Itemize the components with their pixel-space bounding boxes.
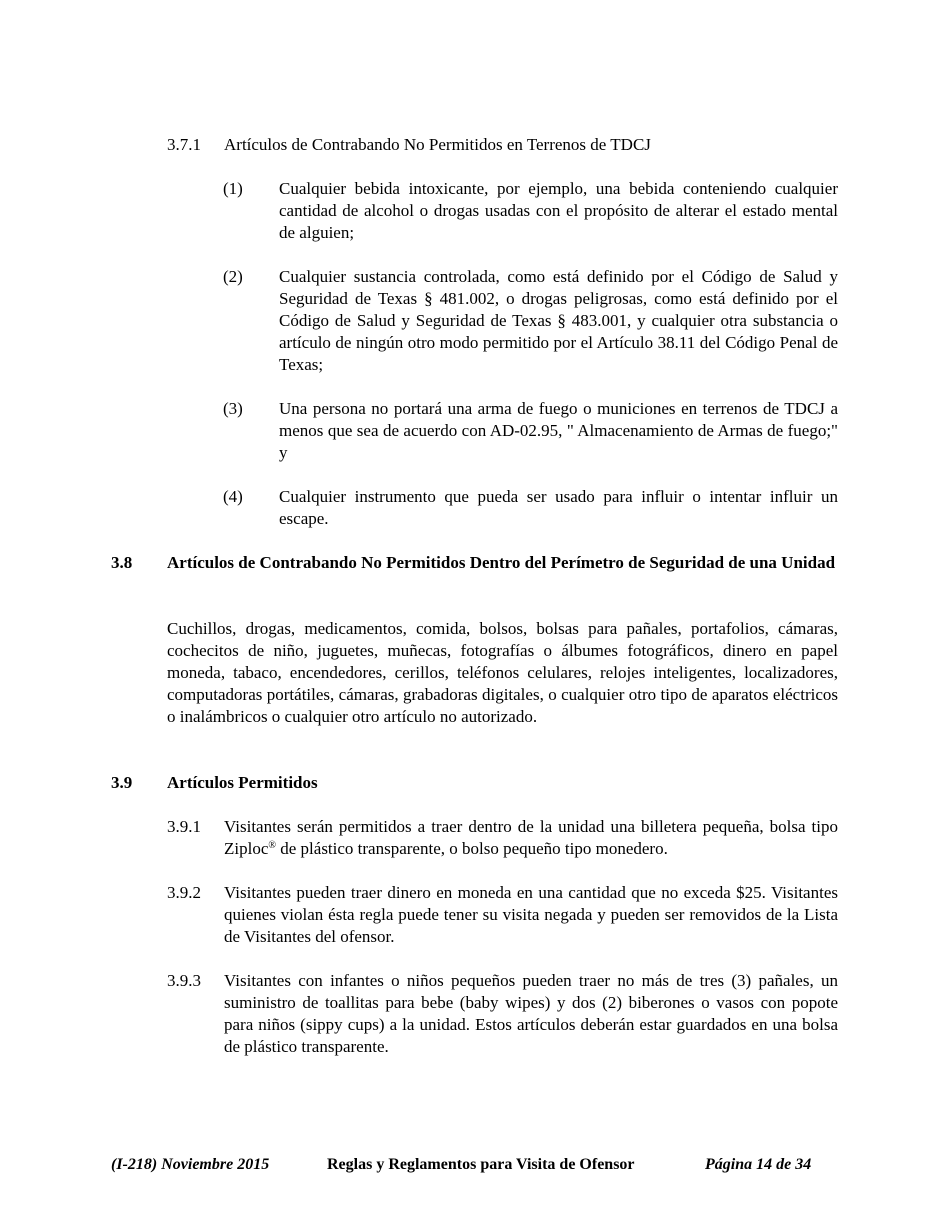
section-title-3-7-1: Artículos de Contrabando No Permitidos en Terrenos de TDCJ xyxy=(224,135,651,154)
subsection-text-part: Visitantes serán permitidos a traer dentro de la unidad una billetera pequeña, bolsa tipo Ziploc xyxy=(224,817,838,858)
section-number-3-7-1: 3.7.1 xyxy=(167,135,201,154)
subsection-number-3-9-1: 3.9.1 xyxy=(167,817,201,836)
section-heading-3-9: Artículos Permitidos xyxy=(167,773,318,792)
subsection-text-3-9-3: Visitantes con infantes o niños pequeños pueden traer no más de tres (3) pañales, un suministro de toallitas para bebe (baby wipes) y dos (2) biberones o vasos con popote para niños (sippy cups) a la unidad. Estos artículos deberán estar guardados en una bolsa de plástico transparente. xyxy=(224,971,838,1056)
footer-document-title: Reglas y Reglamentos para Visita de Ofensor xyxy=(327,1156,635,1173)
section-number-3-9: 3.9 xyxy=(111,773,133,792)
subsection-text-part: de plástico transparente, o bolso pequeño tipo monedero. xyxy=(276,839,668,858)
section-body-3-8: Cuchillos, drogas, medicamentos, comida, bolsos, bolsas para pañales, portafolios, cámaras, cochecitos de niño, juguetes, muñecas, fotografías o álbumes fotográficos, dinero en papel moneda, tabaco, encendedores, cerillos, teléfonos celulares, relojes inteligentes, localizadores, computadoras portátiles, cámaras, grabadoras digitales, o cualquier otro tipo de aparatos eléctricos o inalámbricos o cualquier otro artículo no autorizado. xyxy=(167,619,838,726)
subsection-number-3-9-2: 3.9.2 xyxy=(167,883,201,902)
subsection-number-3-9-3: 3.9.3 xyxy=(167,971,201,990)
list-item-text: Cualquier bebida intoxicante, por ejemplo, una bebida conteniendo cualquier cantidad de alcohol o drogas usadas con el propósito de alterar el estado mental de alguien; xyxy=(279,179,838,242)
registered-mark: ® xyxy=(268,840,276,851)
list-item-text: Una persona no portará una arma de fuego o municiones en terrenos de TDCJ a menos que sea de acuerdo con AD-02.95, " Almacenamiento de Armas de fuego;" y xyxy=(279,399,838,462)
subsection-text-3-9-2: Visitantes pueden traer dinero en moneda en una cantidad que no exceda $25. Visitantes quienes violan ésta regla puede tener su visita negada y pueden ser removidos de la Lista de Visitantes del ofensor. xyxy=(224,883,838,946)
list-item-text: Cualquier instrumento que pueda ser usado para influir o intentar influir un escape. xyxy=(279,487,838,528)
list-item-text: Cualquier sustancia controlada, como está definido por el Código de Salud y Seguridad de Texas § 481.002, o drogas peligrosas, como está definido por el Código de Salud y Seguridad de Texas § 483.001, y cualquier otra substancia o artículo de ningún otro modo permitido por el Artículo 38.11 del Código Penal de Texas; xyxy=(279,267,838,374)
list-item-number: (4) xyxy=(223,487,243,506)
footer-document-id: (I-218) Noviembre 2015 xyxy=(111,1156,270,1173)
list-item-number: (3) xyxy=(223,399,243,418)
section-number-3-8: 3.8 xyxy=(111,553,133,572)
section-heading-3-8: Artículos de Contrabando No Permitidos Dentro del Perímetro de Seguridad de una Unidad xyxy=(167,553,836,572)
list-item-number: (2) xyxy=(223,267,243,286)
subsection-text-3-9-1 xyxy=(224,816,838,860)
list-item-number: (1) xyxy=(223,179,243,198)
footer-page-number: Página 14 de 34 xyxy=(705,1156,812,1173)
